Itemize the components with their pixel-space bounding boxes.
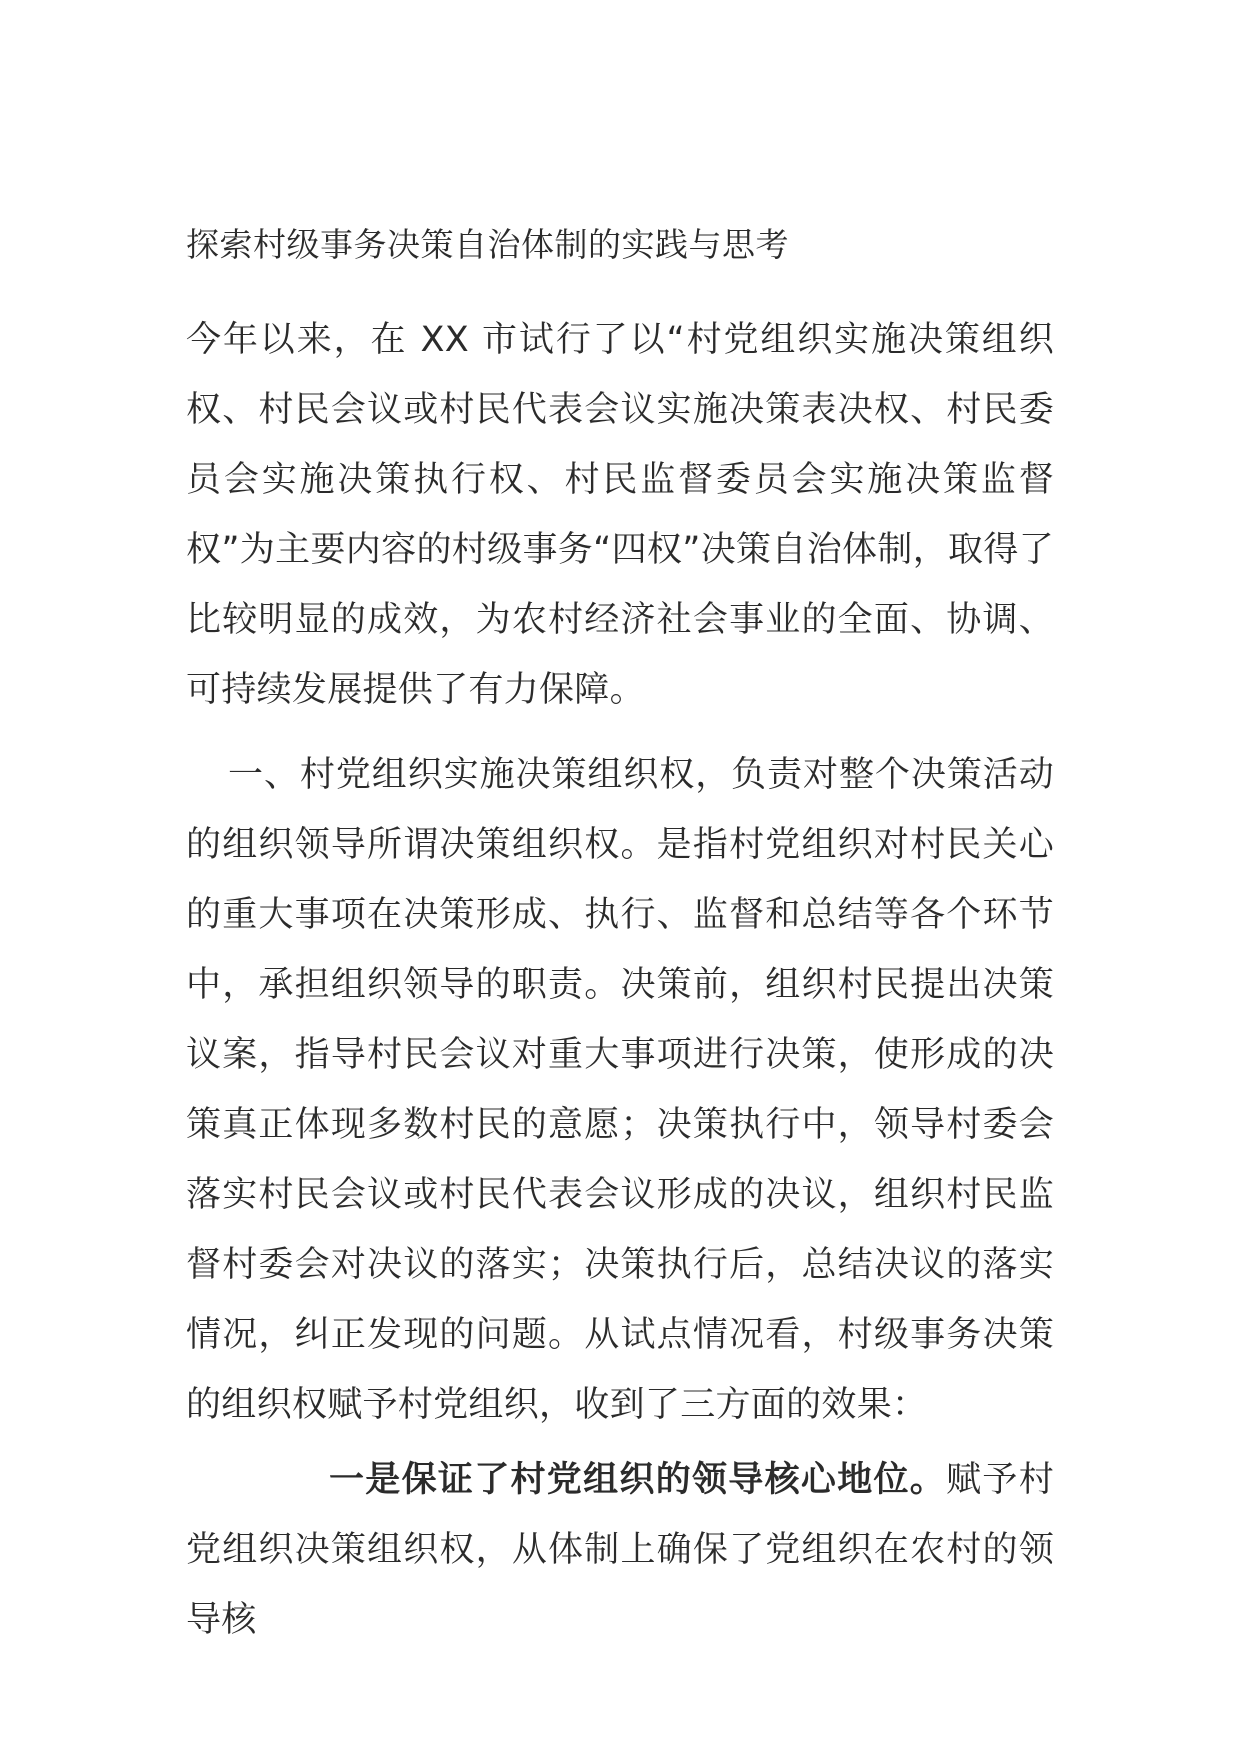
paragraph-section-one: 一、村党组织实施决策组织权，负责对整个决策活动的组织领导所谓决策组织权。是指村党组织对村民关心的重大事项在决策形成、执行、监督和总结等各个环节中，承担组织领导的职责。决策前，组织村民提出决策议案，指导村民会议对重大事项进行决策，使形成的决策真正体现多数村民的意愿；决策执行中，领导村委会落实村民会议或村民代表会议形成的决议，组织村民监督村委会对决议的落实；决策执行后，总结决议的落实情况，纠正发现的问题。从试点情况看，村级事务决策的组织权赋予村党组织，收到了三方面的效果： bbox=[186, 755, 1054, 1425]
paragraph-point-one bbox=[186, 1445, 1054, 1655]
document-title: 探索村级事务决策自治体制的实践与思考 bbox=[186, 225, 789, 264]
paragraph-body-text: 赋予村党组织决策组织权，从体制上确保了党组织在农村的领导核 bbox=[186, 1460, 1054, 1640]
paragraph-bold-lead: 一是保证了村党组织的领导核心地位。 bbox=[329, 1460, 947, 1500]
paragraph-intro: 今年以来，在 XX 市试行了以“村党组织实施决策组织权、村民会议或村民代表会议实施决策表决权、村民委员会实施决策执行权、村民监督委员会实施决策监督权”为主要内容的村级事务“四权”决策自治体制，取得了比较明显的成效，为农村经济社会事业的全面、协调、可持续发展提供了有力保障。 bbox=[186, 320, 1054, 710]
